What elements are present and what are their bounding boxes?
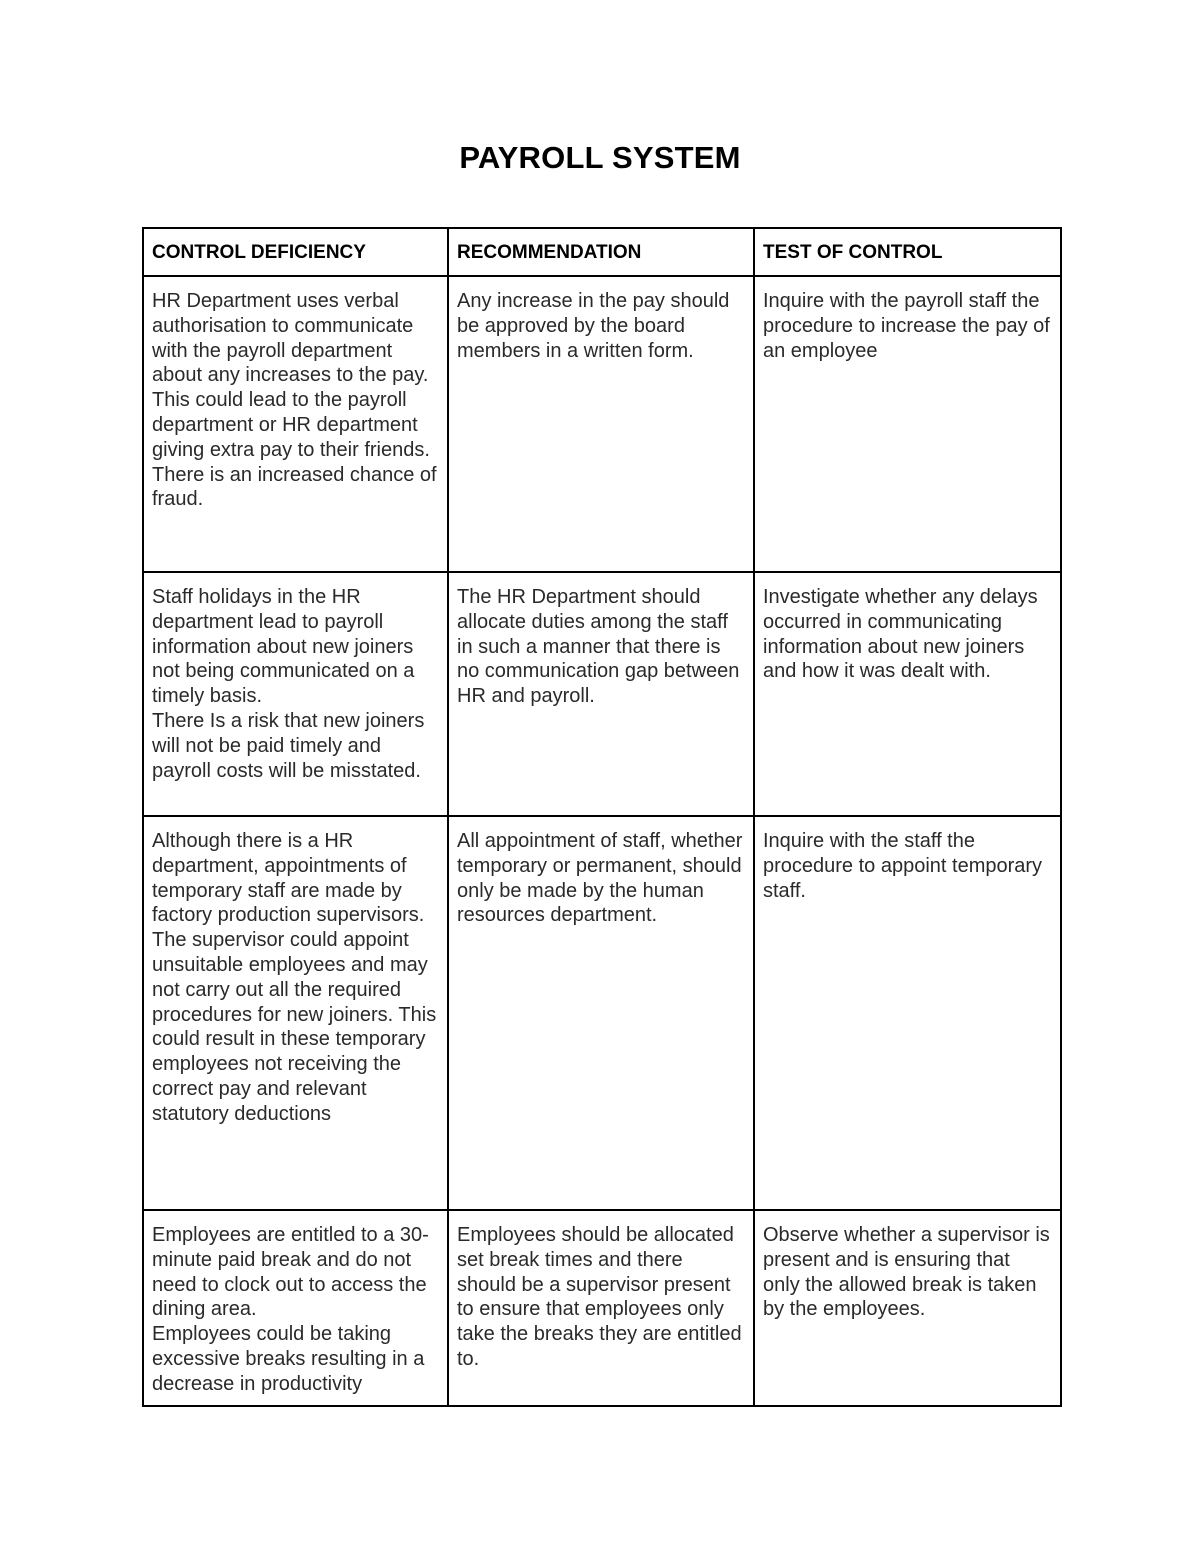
recommendation-cell <box>448 276 754 572</box>
payroll-controls-table <box>142 227 1062 1407</box>
document-title: PAYROLL SYSTEM <box>459 140 741 175</box>
test-of-control-cell <box>754 572 1061 816</box>
recommendation-text: The HR Department should allocate duties among the staff in such a manner that there is no communication gap between HR and payroll. <box>457 586 740 708</box>
deficiency-cell <box>143 276 448 572</box>
header-test-of-control: TEST OF CONTROL <box>754 228 1061 276</box>
deficiency-cell <box>143 816 448 1210</box>
test-of-control-cell <box>754 276 1061 572</box>
test-of-control-cell <box>754 816 1061 1210</box>
test-of-control-cell <box>754 1210 1061 1406</box>
recommendation-text: Employees should be allocated set break times and there should be a supervisor present to ensure that employees only take the breaks they are entitled to. <box>457 1224 742 1370</box>
recommendation-cell <box>448 816 754 1210</box>
test-of-control-text: Inquire with the staff the procedure to appoint temporary staff. <box>763 830 1043 902</box>
deficiency-text: Staff holidays in the HR department lead to payroll information about new joiners not being communicated on a timely basis. There Is a risk that new joiners will not be paid timely and payroll costs will be misstated. <box>152 586 425 782</box>
table-row <box>143 276 1061 572</box>
recommendation-cell <box>448 572 754 816</box>
table-header-row <box>143 228 1061 276</box>
table-row <box>143 1210 1061 1406</box>
test-of-control-text: Investigate whether any delays occurred in communicating information about new joiners and how it was dealt with. <box>763 586 1038 683</box>
table-row <box>143 816 1061 1210</box>
deficiency-cell <box>143 572 448 816</box>
table-row <box>143 572 1061 816</box>
recommendation-text: Any increase in the pay should be approved by the board members in a written form. <box>457 290 730 362</box>
test-of-control-text: Inquire with the payroll staff the procedure to increase the pay of an employee <box>763 290 1050 362</box>
deficiency-text: HR Department uses verbal authorisation to communicate with the payroll department about any increases to the pay. This could lead to the payroll department or HR department giving extra pay to their friends. There is an increased chance of fraud. <box>152 290 437 511</box>
header-control-deficiency: CONTROL DEFICIENCY <box>143 228 448 276</box>
recommendation-cell <box>448 1210 754 1406</box>
recommendation-text: All appointment of staff, whether temporary or permanent, should only be made by the human resources department. <box>457 830 743 927</box>
test-of-control-text: Observe whether a supervisor is present and is ensuring that only the allowed break is taken by the employees. <box>763 1224 1050 1321</box>
deficiency-text: Although there is a HR department, appointments of temporary staff are made by factory production supervisors. The supervisor could appoint unsuitable employees and may not carry out all the required procedures for new joiners. This could result in these temporary employees not receiving the correct pay and relevant statutory deductions <box>152 830 437 1125</box>
deficiency-cell <box>143 1210 448 1406</box>
deficiency-text: Employees are entitled to a 30-minute paid break and do not need to clock out to access the dining area. Employees could be taking excessive breaks resulting in a decrease in productivity <box>152 1224 429 1395</box>
header-recommendation: RECOMMENDATION <box>448 228 754 276</box>
